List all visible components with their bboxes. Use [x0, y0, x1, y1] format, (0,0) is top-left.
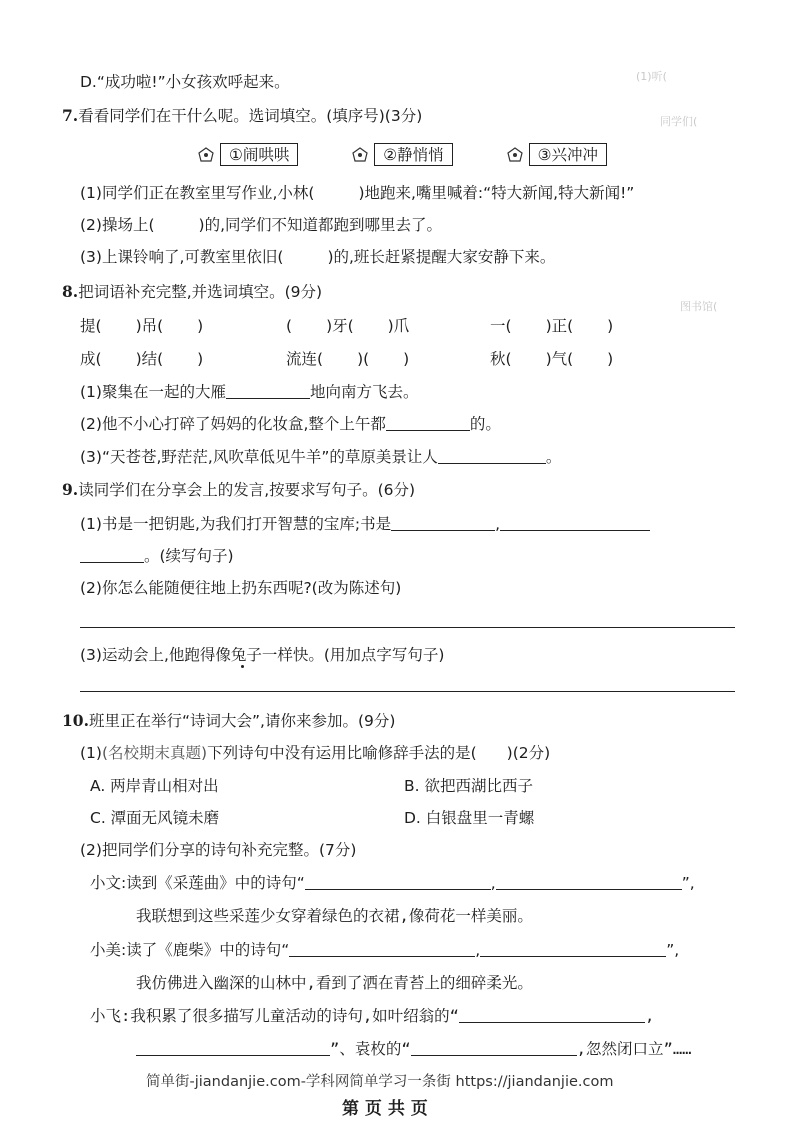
answer-blank[interactable] — [80, 547, 144, 563]
answer-blank[interactable] — [411, 1040, 577, 1056]
q8-sentence-2: (2)他不小心打碎了妈妈的化妆盒,整个上午都 的。 — [80, 415, 501, 433]
xiaomei-line-2: 我仿佛进入幽深的山林中,看到了洒在青苔上的细碎柔光。 — [136, 974, 533, 992]
q6-option-d: D.“成功啦!”小女孩欢呼起来。 — [80, 73, 290, 91]
question-number: 9. — [62, 480, 79, 499]
bleed-text: 同学们( — [660, 115, 698, 128]
pencil-cup-icon — [350, 145, 370, 163]
idiom-item[interactable]: 流连( )( ) — [286, 350, 410, 368]
idiom-item[interactable]: 提( )吊( ) — [80, 317, 204, 335]
answer-line[interactable] — [80, 691, 735, 692]
q8-heading — [62, 282, 322, 302]
q10-part-1: (1)(名校期末真题)下列诗句中没有运用比喻修辞手法的是( )(2分) — [80, 744, 551, 762]
q7-sentence-2: (2)操场上( )的,同学们不知道都跑到哪里去了。 — [80, 216, 442, 234]
question-number: 8. — [62, 282, 79, 301]
page-counter: 第 页 共 页 — [342, 1099, 428, 1119]
q7-sentence-3: (3)上课铃响了,可教室里依旧( )的,班长赶紧提醒大家安静下来。 — [80, 248, 556, 266]
xiaomei-line: 小美:读了《鹿柴》中的诗句“ , ”, — [90, 941, 680, 959]
question-number: 7. — [62, 106, 79, 125]
xiaofei-line-2: ”、袁枚的“ ,忽然闭口立”…… — [136, 1039, 692, 1059]
q8-sentence-3: (3)“天苍苍,野茫茫,风吹草低见牛羊”的草原美景让人 。 — [80, 448, 562, 466]
pencil-cup-icon — [505, 145, 525, 163]
answer-blank[interactable] — [305, 874, 491, 890]
bleed-text: (1)听( — [636, 70, 667, 83]
word-option: ①闹哄哄 — [196, 146, 298, 164]
answer-blank[interactable] — [459, 1007, 645, 1023]
q9-sentence-1: (1)书是一把钥匙,为我们打开智慧的宝库;书是 , — [80, 514, 650, 534]
q10-heading — [62, 711, 395, 731]
question-title: 把词语补充完整,并选词填空。(9分) — [78, 283, 323, 301]
q9-heading — [62, 480, 415, 500]
answer-blank[interactable] — [136, 1040, 330, 1056]
choice-b[interactable]: B. 欲把西湖比西子 — [404, 777, 533, 795]
q7-heading — [62, 106, 422, 126]
idiom-item[interactable]: 秋( )气( ) — [490, 350, 614, 368]
answer-blank[interactable] — [438, 448, 546, 464]
idiom-item[interactable]: 一( )正( ) — [490, 317, 614, 335]
word-option: ②静悄悄 — [350, 146, 452, 164]
choice-a[interactable]: A. 两岸青山相对出 — [90, 777, 219, 795]
answer-blank[interactable] — [289, 941, 475, 957]
answer-blank[interactable] — [500, 515, 650, 531]
choice-d[interactable]: D. 白银盘里一青螺 — [404, 809, 535, 827]
source-tag: (名校期末真题) — [101, 744, 208, 762]
q9-sentence-2: (2)你怎么能随便往地上扔东西呢?(改为陈述句) — [80, 579, 402, 597]
bleed-text: 图书馆( — [680, 300, 718, 313]
question-title: 班里正在举行“诗词大会”,请你来参加。(9分) — [88, 712, 396, 730]
answer-blank[interactable] — [386, 415, 470, 431]
q9-sentence-3: (3)运动会上,他跑得像兔子一样快。(用加点字写句子) — [80, 646, 445, 664]
q8-sentence-1: (1)聚集在一起的大雁 地向南方飞去。 — [80, 383, 419, 401]
question-title: 读同学们在分享会上的发言,按要求写句子。(6分) — [78, 481, 416, 499]
answer-blank[interactable] — [480, 941, 666, 957]
word-option: ③兴冲冲 — [505, 146, 607, 164]
question-number: 10. — [62, 711, 89, 730]
xiaowen-line-2: 我联想到这些采莲少女穿着绿色的衣裙,像荷花一样美丽。 — [136, 907, 533, 925]
answer-blank[interactable] — [391, 515, 495, 531]
q9-sentence-1-cont: 。(续写句子) — [80, 546, 234, 566]
word-option-row — [196, 143, 607, 166]
idiom-item[interactable]: ( )牙( )爪 — [286, 317, 410, 335]
idiom-item[interactable]: 成( )结( ) — [80, 350, 204, 368]
xiaofei-line: 小飞:我积累了很多描写儿童活动的诗句,如叶绍翁的“ , — [90, 1007, 655, 1025]
xiaowen-line: 小文:读到《采莲曲》中的诗句“ , ”, — [90, 874, 695, 892]
emphasis-dot — [241, 665, 244, 668]
footer-watermark: 简单街-jiandanjie.com-学科网简单学习一条街 https://jiandanjie.com — [146, 1074, 614, 1090]
q10-part-2: (2)把同学们分享的诗句补充完整。(7分) — [80, 841, 357, 859]
answer-line[interactable] — [80, 627, 735, 628]
answer-blank[interactable] — [226, 383, 310, 399]
question-title: 看看同学们在干什么呢。选词填空。(填序号)(3分) — [78, 107, 423, 125]
answer-blank[interactable] — [496, 874, 682, 890]
choice-c[interactable]: C. 潭面无风镜未磨 — [90, 809, 220, 827]
q7-sentence-1: (1)同学们正在教室里写作业,小林( )地跑来,嘴里喊着:“特大新闻,特大新闻!” — [80, 184, 635, 202]
pencil-cup-icon — [196, 145, 216, 163]
